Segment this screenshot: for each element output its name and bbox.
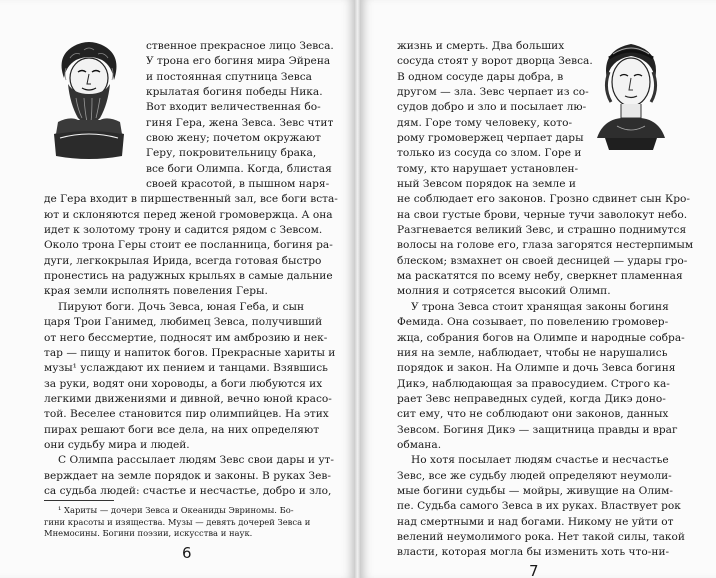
footnote-line: Мнемосины. Богини поэзии, искусства и наук. — [44, 528, 253, 539]
text-line: сит ему, что не соблюдают они законов, данных — [397, 408, 669, 421]
text-line: У трона его богиня мира Эйрена — [146, 55, 331, 68]
text-line: все боги Олимпа. Когда, блистая — [146, 162, 332, 175]
text-line: обмана. — [397, 439, 442, 452]
text-line: дуги, легкокрылая Ирида, всегда готовая быстро — [44, 254, 322, 267]
text-line: легкими движениями и дивной, вечно юной красо- — [44, 392, 332, 405]
text-line: Вот входит величественная бо- — [146, 101, 321, 114]
text-line: Зевсом. Богиня Дикэ — защитница правды и враг — [397, 423, 678, 436]
text-line: ма раскатятся по всему небу, сверкнет пламенная — [397, 270, 683, 283]
text-line: той. Веселее становится пир олимпийцев. На этих — [44, 408, 329, 421]
text-line: ния на земле, наблюдает, чтобы не нарушались — [397, 346, 668, 359]
zeus-bust-illustration — [42, 38, 136, 162]
text-line: тар — пищу и напиток богов. Прекрасные хариты и — [44, 346, 336, 359]
text-line: на свои густые брови, черные тучи заволокут небо. — [397, 208, 688, 221]
text-line: порядок и закон. На Олимпе и дочь Зевса богиня — [397, 362, 676, 375]
text-line: са судьба людей: счастье и несчастье, добро и зло, — [44, 485, 332, 498]
text-line: рому громовержец черпает дары — [397, 131, 584, 144]
text-line: пронестись на радужных крыльях в самые дальние — [44, 270, 333, 283]
footnote-line: ¹ Хариты — дочери Зевса и Океаниды Эвриномы. Бо- — [58, 504, 294, 515]
text-line: идет к золотому трону и садится рядом с Зевсом. — [44, 224, 323, 237]
text-line: В одном сосуде дары добра, в — [397, 70, 564, 83]
text-line: свою жену; почетом окружают — [146, 131, 321, 144]
text-line: Разгневается великий Зевс, и страшно поднимутся — [397, 224, 687, 237]
text-line: велений неумолимого рока. Нет такой силы, такой — [397, 531, 685, 544]
text-line: дям. Горе тому человеку, кото- — [397, 116, 573, 129]
text-line: своей красотой, в пышном наря- — [146, 178, 330, 190]
text-line: волосы на голове его, глаза загорятся нестерпимым — [397, 239, 694, 252]
text-line: Фемида. Она созывает, по повелению громовер- — [397, 316, 669, 329]
text-line: жца, собрания богов на Олимпе и народные собра- — [397, 331, 685, 344]
text-line: молния и сотрясется высокий Олимп. — [397, 285, 611, 298]
right-page — [361, 0, 716, 578]
left-page — [0, 0, 354, 578]
footnote-line: гини красоты и изящества. Музы — девять дочерей Зевса и — [44, 516, 311, 527]
text-line: музы¹ услаждают их пением и танцами. Взявшись — [44, 362, 328, 375]
text-line: блеском; взмахнет он своей десницей — удары гро- — [397, 254, 688, 267]
text-line: сосуда стоят у ворот дворца Зевса. — [397, 55, 593, 68]
text-line: края земли исполнять повеления Геры. — [44, 285, 268, 298]
text-line: другом — зла. Зевс черпает из со- — [397, 85, 589, 98]
text-line: тому, кто нарушает установлен- — [397, 162, 579, 175]
text-line: де Гера входит в пиршественный зал, все боги вста- — [44, 193, 338, 206]
text-line: рает Зевс неправедных судей, когда Дикэ доно- — [397, 392, 666, 405]
text-line: ственное прекрасное лицо Зевса. — [146, 39, 334, 52]
text-line: мые богини судьбы — мойры, живущие на Олим- — [397, 485, 673, 498]
text-line: Геру, покровительницу брака, — [146, 147, 317, 160]
text-line: власти, которая могла бы изменить хоть что-ни- — [397, 546, 670, 559]
footnote-rule — [44, 500, 114, 501]
text-line: Но хотя посылает людям счастье и несчастье — [411, 454, 669, 467]
text-line: Пируют боги. Дочь Зевса, юная Геба, и сын — [58, 300, 305, 313]
page-number: 7 — [529, 561, 539, 578]
page-number: 6 — [182, 543, 192, 562]
text-line: пе. Судьба самого Зевса в их руках. Властвует рок — [397, 500, 681, 513]
text-line: царя Трои Ганимед, любимец Зевса, получивший — [44, 316, 323, 329]
text-line: крылатая богиня победы Ника. — [146, 85, 323, 98]
text-line: жизнь и смерть. Два больших — [397, 39, 565, 52]
text-line: ный Зевсом порядок на земле и — [397, 178, 576, 190]
text-line: верждает на земле порядок и законы. В руках Зев- — [44, 469, 331, 482]
text-line: Зевс, все же судьбу людей определяют неумоли- — [397, 469, 672, 482]
text-line: не соблюдает его законов. Грозно сдвинет сын Кро- — [397, 193, 690, 206]
text-line: и постоянная спутница Зевса — [146, 70, 312, 83]
text-line: от него бессмертие, подносят им амброзию и нек- — [44, 331, 328, 344]
text-line: Около трона Геры стоит ее посланница, богиня ра- — [44, 239, 333, 252]
book-gutter — [354, 0, 361, 578]
goddess-bust-illustration — [587, 36, 675, 152]
text-line: пирах решают боги все дела, на них определяют — [44, 423, 320, 436]
text-line: судов добро и зло и посылает лю- — [397, 101, 587, 114]
text-line: ют и склоняются перед женой громовержца. А она — [44, 208, 333, 221]
text-line: только из сосуда со злом. Горе и — [397, 147, 582, 160]
text-line: С Олимпа рассылает людям Зевс свои дары и ут- — [58, 454, 334, 467]
text-line: за руки, водят они хороводы, а боги любуются их — [44, 377, 323, 390]
text-line: У трона Зевса стоит хранящая законы богиня — [411, 300, 669, 313]
text-line: они судьбу мира и людей. — [44, 439, 190, 452]
text-line: гиня Гера, жена Зевса. Зевс чтит — [146, 116, 334, 129]
text-line: над смертными и над богами. Никому не уйти от — [397, 515, 674, 528]
text-line: Дикэ, наблюдающая за правосудием. Строго ка- — [397, 377, 670, 390]
